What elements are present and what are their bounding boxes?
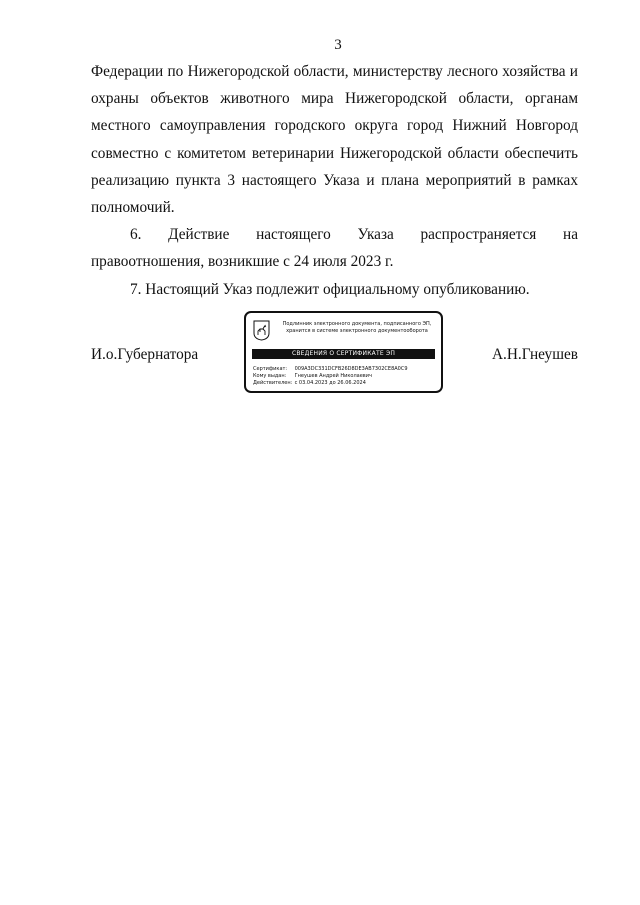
validity-label: Действителен: (253, 380, 293, 386)
paragraph-5-continued: Федерации по Нижегородской области, министерству лесного хозяйства и охраны объектов животного мира Нижегородской области, органам местного самоуправления городского округа город Нижний Новгород совместно с комитетом ветеринарии Нижегородской области обеспечить реализацию пункта 3 настоящего Указа и плана мероприятий в рамках полномочий. (91, 63, 578, 217)
page-number: 3 (334, 37, 342, 53)
issued-to-value: Гнеушев Андрей Николаевич (294, 373, 372, 379)
certificate-label: Сертификат: (253, 366, 288, 372)
issued-to-label: Кому выдан: (253, 373, 287, 379)
issued-to-row (253, 373, 408, 380)
certificate-row (253, 366, 408, 373)
decree-body (91, 58, 578, 303)
paragraph-7: 7. Настоящий Указ подлежит официальному опубликованию. (130, 280, 530, 298)
electronic-signature-stamp (244, 311, 443, 393)
stamp-header-line-1: Подлинник электронного документа, подписанного ЭП, (282, 321, 432, 327)
signatory-name: А.Н.Гнеушев (491, 346, 578, 363)
validity-value: с 03.04.2023 до 26.06.2024 (294, 380, 366, 386)
stamp-details (253, 366, 408, 387)
signatory-position: И.о.Губернатора (91, 346, 199, 363)
stamp-header (272, 321, 442, 335)
certificate-value: 009A3DC331DCFB26D8DE3AB7302CE8A0C9 (294, 366, 408, 372)
stamp-header-line-2: хранится в системе электронного документооборота (286, 328, 428, 334)
validity-row (253, 380, 408, 387)
stamp-title-bar: СВЕДЕНИЯ О СЕРТИФИКАТЕ ЭП (252, 349, 435, 359)
deer-emblem-icon (253, 320, 270, 341)
paragraph-6: 6. Действие настоящего Указа распространяется на правоотношения, возникшие с 24 июля 2023 г. (91, 226, 578, 271)
